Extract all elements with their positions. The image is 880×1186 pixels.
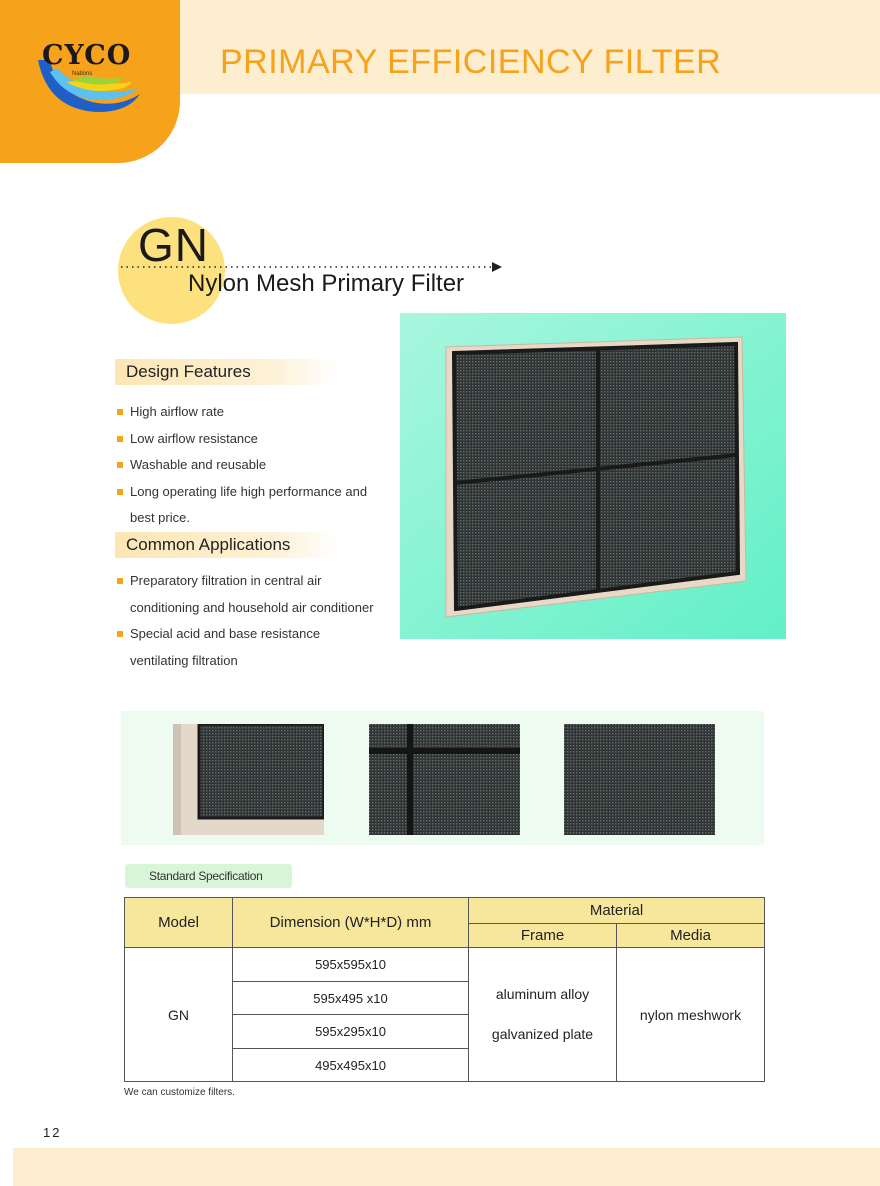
detail-photo-mesh <box>564 724 715 835</box>
footer-band <box>13 1148 880 1186</box>
logo-block <box>0 0 180 163</box>
list-item: Washable and reusable <box>117 452 367 479</box>
product-name: Nylon Mesh Primary Filter <box>188 270 465 297</box>
cell-dimension: 595x495 x10 <box>233 982 469 1015</box>
cell-frame <box>469 948 617 1082</box>
bullet-square-icon <box>117 409 123 415</box>
list-item: Long operating life high performance and <box>117 479 367 506</box>
frame-galvanized: galvanized plate <box>491 1026 594 1042</box>
logo-text: CYCO <box>42 40 132 71</box>
cell-dimension: 595x595x10 <box>233 948 469 982</box>
detail-photo-cross-bar <box>369 724 520 835</box>
spec-table <box>124 897 765 1082</box>
list-item-continuation: best price. <box>130 510 190 525</box>
header-model: Model <box>125 898 233 948</box>
customize-note: We can customize filters. <box>124 1087 235 1098</box>
bullet-square-icon <box>117 462 123 468</box>
spec-tag: Standard Specification <box>125 864 292 888</box>
logo-subtext: Nations <box>72 71 93 77</box>
product-code: GN <box>138 219 209 271</box>
bullet-square-icon <box>117 436 123 442</box>
design-features-list <box>117 399 367 532</box>
cell-model: GN <box>125 948 233 1082</box>
frame-aluminum: aluminum alloy <box>495 986 590 1002</box>
bullet-square-icon <box>117 631 123 637</box>
header-material: Material <box>469 898 765 924</box>
bullet-square-icon <box>117 489 123 495</box>
bullet-square-icon <box>117 578 123 584</box>
cell-dimension: 595x295x10 <box>233 1015 469 1049</box>
cell-media: nylon meshwork <box>617 948 765 1082</box>
list-item-continuation: conditioning and household air conditioner <box>130 599 374 615</box>
filter-photo <box>400 313 786 639</box>
header-frame: Frame <box>469 924 617 948</box>
list-item: Preparatory filtration in central air <box>117 568 374 595</box>
header-media: Media <box>617 924 765 948</box>
list-item-continuation: ventilating filtration <box>130 652 238 668</box>
applications-heading: Common Applications <box>115 532 337 558</box>
list-item: Special acid and base resistance <box>117 621 374 648</box>
list-item: Low airflow resistance <box>117 426 367 453</box>
applications-list <box>117 568 374 674</box>
list-item: High airflow rate <box>117 399 367 426</box>
design-features-heading: Design Features <box>115 359 337 385</box>
cell-dimension: 495x495x10 <box>233 1049 469 1082</box>
header-dimension: Dimension (W*H*D) mm <box>233 898 469 948</box>
detail-photo-frame-corner <box>173 724 324 835</box>
page-number: 12 <box>43 1125 62 1140</box>
page-title: PRIMARY EFFICIENCY FILTER <box>220 43 722 81</box>
